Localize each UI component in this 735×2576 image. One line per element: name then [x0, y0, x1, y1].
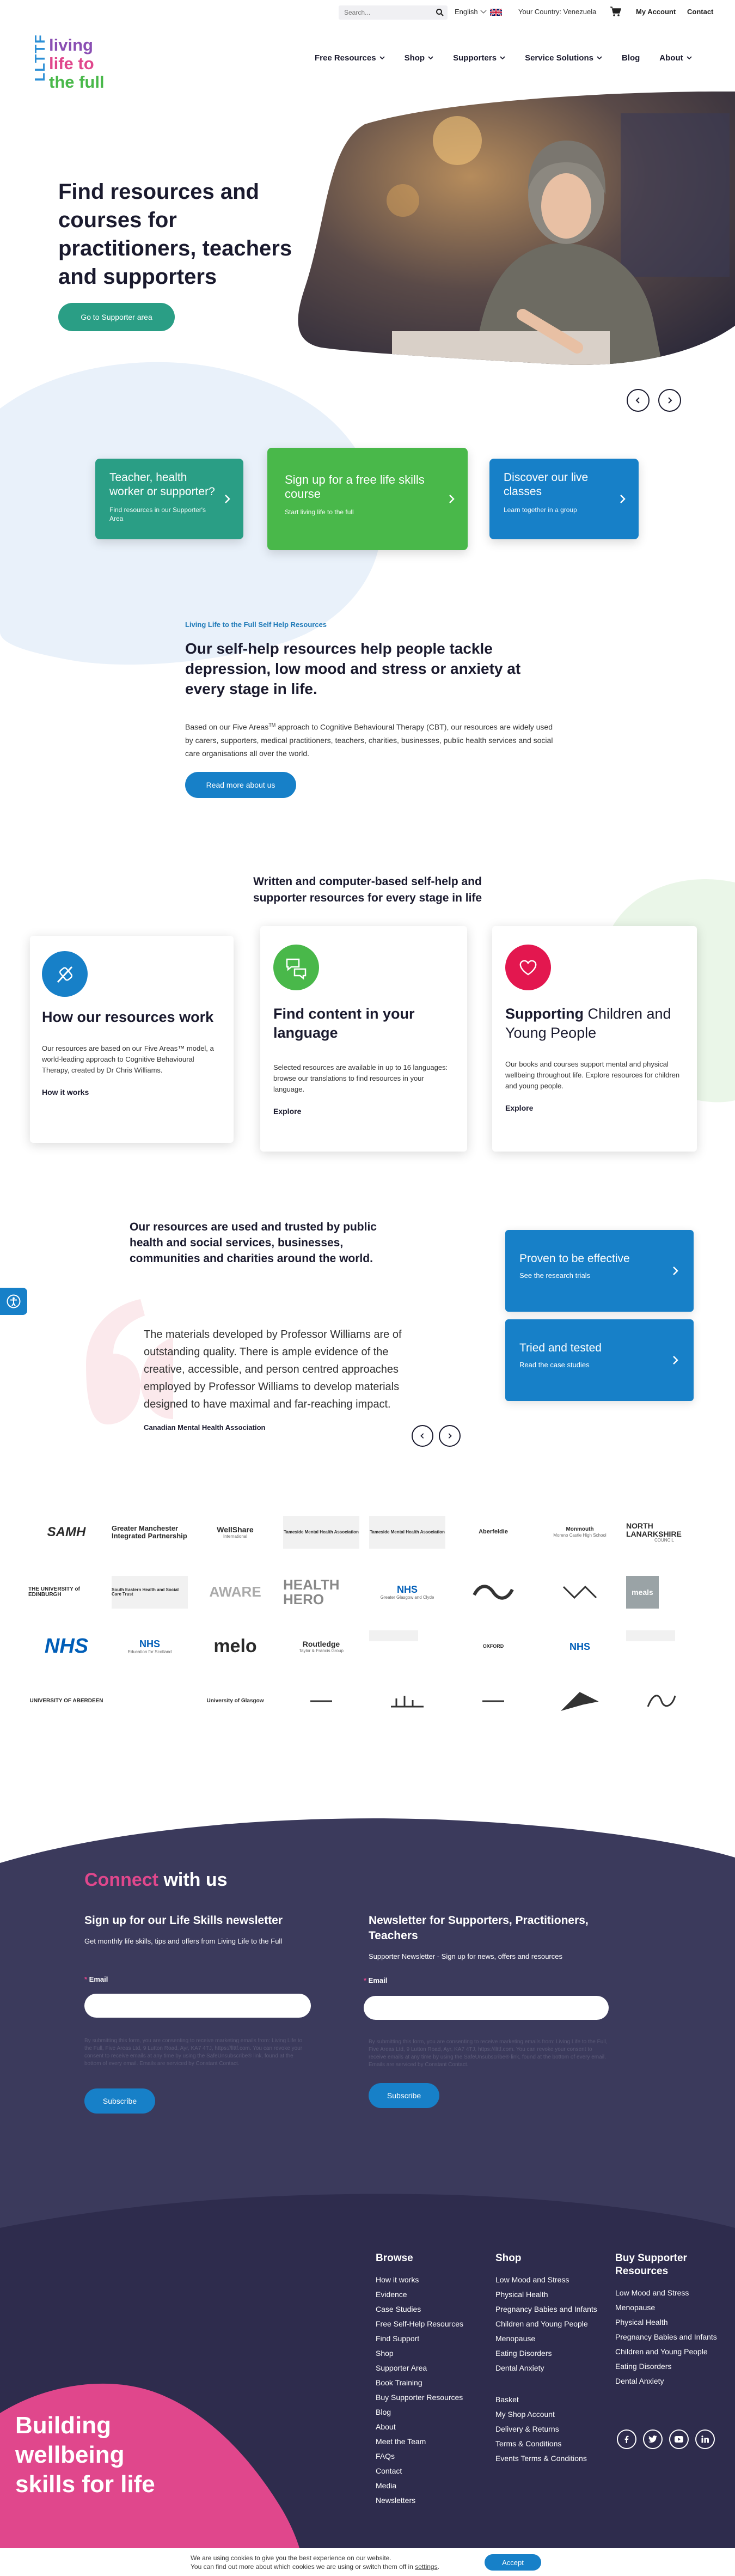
chevron-right-icon	[448, 494, 456, 504]
supporter-consent-text: By submitting this form, you are consenting to receive marketing emails from: Living Life to the Full, Five Areas Ltd, 9 Lutton Road, Ayr, KA7 4TJ, https://llttf.com. You can revoke your consent to receive emails at any time by using the SafeUnsubscribe® link, found at the bottom of every email. Emails are serviced by Constant Contact.	[369, 2039, 608, 2068]
footer-shop-account-link[interactable]: Events Terms & Conditions	[495, 2454, 587, 2463]
feature-card-language	[260, 926, 467, 1152]
feature-title	[42, 1008, 222, 1027]
nav-label: Shop	[404, 53, 425, 63]
partner-logo-text: AWARE	[209, 1584, 261, 1600]
partner-logo-text: Tameside Mental Health Association	[284, 1529, 359, 1534]
nav-label: Service Solutions	[525, 53, 593, 63]
partner-logo	[197, 1516, 273, 1549]
partner-logo	[542, 1516, 618, 1549]
partner-logo-mark	[471, 1581, 515, 1603]
footer-browse-link[interactable]: Free Self-Help Resources	[376, 2319, 464, 2328]
uk-flag-icon	[490, 9, 502, 16]
chevron-down-icon	[379, 55, 385, 60]
connect-title	[84, 1869, 228, 1891]
chevron-right-icon	[672, 1265, 679, 1276]
email-label-text: Email	[89, 1975, 108, 1983]
language-selector[interactable]	[455, 8, 502, 16]
nav-supporters[interactable]	[453, 51, 505, 64]
explore-language-link[interactable]: Explore	[273, 1107, 302, 1116]
partner-logo-mark	[558, 1690, 602, 1712]
facebook-icon[interactable]	[617, 2429, 636, 2449]
feature-card-how-it-works	[30, 936, 234, 1143]
partner-logo-text: SAMH	[47, 1525, 86, 1540]
footer-browse-link[interactable]: Evidence	[376, 2290, 407, 2299]
footer-browse-list	[376, 2273, 463, 2508]
partner-logo	[542, 1630, 618, 1663]
footer-supporter-link[interactable]: Pregnancy Babies and Infants	[615, 2333, 717, 2341]
testimonial-next-button[interactable]	[439, 1425, 461, 1447]
partner-logo-text: NHS	[569, 1641, 590, 1652]
chevron-down-icon	[428, 55, 433, 60]
partner-logo	[369, 1576, 445, 1609]
card-title: Tried and tested	[519, 1342, 602, 1354]
partner-logo	[626, 1576, 659, 1609]
footer-supporter-link[interactable]: Physical Health	[615, 2318, 668, 2327]
heart-rocket-icon	[505, 945, 551, 990]
chevron-down-icon	[687, 55, 692, 60]
intro-title: Our self-help resources help people tackle depression, low mood and stress or anxiety at every stage in life.	[185, 640, 521, 697]
footer-tagline-text: Building wellbeing skills for life	[15, 2412, 155, 2498]
card-title: Teacher, health worker or supporter?	[109, 471, 215, 498]
footer-browse-link[interactable]: Case Studies	[376, 2305, 421, 2313]
chevron-right-icon	[446, 1433, 453, 1439]
partner-logo-text: NHS	[139, 1639, 160, 1650]
footer-browse-link[interactable]: Meet the Team	[376, 2437, 426, 2446]
footer-browse-heading: Browse	[376, 2252, 413, 2264]
twitter-icon[interactable]	[643, 2429, 663, 2449]
chevron-right-icon	[672, 1355, 679, 1366]
card-subtitle: Find resources in our Supporter's Area	[109, 506, 206, 522]
my-account-link[interactable]: My Account	[636, 8, 676, 16]
partner-logo	[112, 1576, 188, 1609]
feature-body: Our books and courses support mental and physical wellbeing throughout life. Explore resources for children and young people.	[505, 1060, 680, 1090]
life-skills-newsletter-heading: Sign up for our Life Skills newsletter	[84, 1914, 283, 1927]
footer-supporter-link[interactable]: Menopause	[615, 2303, 656, 2312]
nav-label: Blog	[621, 53, 640, 63]
testimonial-prev-button[interactable]	[412, 1425, 433, 1447]
footer-browse-link[interactable]: Media	[376, 2481, 397, 2490]
chevron-down-icon	[597, 55, 602, 60]
footer-browse-link[interactable]: FAQs	[376, 2452, 395, 2461]
connect-title-highlight: Connect	[84, 1869, 158, 1890]
email-label	[364, 1976, 387, 1984]
partner-logo-mark	[471, 1690, 515, 1712]
nav-service-solutions[interactable]	[525, 51, 602, 64]
cookie-line-1: We are using cookies to give you the best experience on our website.	[191, 2554, 391, 2562]
utility-bar	[0, 0, 735, 25]
logo-line-2: life to	[49, 54, 94, 73]
linkedin-icon[interactable]	[695, 2429, 715, 2449]
logo-mark: LLTTF	[32, 34, 48, 82]
footer-shop-link[interactable]: Pregnancy Babies and Infants	[495, 2305, 597, 2313]
testimonial-quote: The materials developed by Professor Williams are of outstanding quality. There is ample evidence of the creative, accessible, and person centred approaches employed by Professor Williams to develop materials designed to have maximal and far-reaching impact.	[144, 1329, 402, 1410]
footer-browse-link[interactable]: Shop	[376, 2349, 394, 2358]
footer-shop-account-link[interactable]: Delivery & Returns	[495, 2425, 559, 2433]
nav-shop[interactable]	[405, 51, 434, 64]
explore-children-link[interactable]: Explore	[505, 1104, 534, 1112]
partner-logo-text: Greater Manchester Integrated Partnership	[112, 1524, 187, 1540]
partner-logo	[197, 1630, 273, 1663]
live-classes-card[interactable]	[489, 459, 639, 539]
intro-eyebrow: Living Life to the Full Self Help Resources	[185, 620, 327, 629]
partner-logo-text: Monmouth	[566, 1526, 594, 1533]
partner-logo-subtext: Taylor & Francis Group	[299, 1648, 344, 1653]
footer-shop-link[interactable]: Menopause	[495, 2334, 536, 2343]
partner-logo	[626, 1630, 675, 1641]
partner-logo	[283, 1576, 359, 1609]
cookie-settings-link[interactable]: settings	[415, 2563, 438, 2571]
hero-title-suffix: for practitioners, teachers and supporters	[58, 208, 292, 289]
proven-effective-card[interactable]	[505, 1230, 694, 1312]
footer-shop-account-link[interactable]: My Shop Account	[495, 2410, 555, 2419]
partner-logo-text: NHS	[396, 1584, 418, 1595]
partner-logo-text: HEALTH HERO	[283, 1576, 340, 1607]
hero-title-bold: resources and courses	[58, 180, 259, 232]
partner-logo-text: UNIVERSITY OF ABERDEEN	[29, 1697, 103, 1704]
required-marker: *	[364, 1976, 369, 1984]
partner-logo	[112, 1630, 188, 1663]
partner-logo-text: NORTH LANARKSHIRE	[626, 1521, 682, 1538]
hero-title-prefix: Find	[58, 180, 111, 204]
partner-logo	[626, 1516, 702, 1549]
life-skills-consent-text: By submitting this form, you are consenting to receive marketing emails from: Living Life to the Full, Five Areas Ltd, 9 Lutton Road, Ayr, KA7 4TJ, https://llttf.com. You can revoke your consent to receive emails at any time by using the SafeUnsubscribe® link, found at the bottom of every email. Emails are serviced by Constant Contact.	[84, 2038, 303, 2067]
footer-tagline	[15, 2411, 179, 2499]
resources-heading: Written and computer-based self-help and supporter resources for every stage in life	[253, 875, 482, 904]
free-course-card[interactable]	[267, 448, 468, 550]
tried-tested-card[interactable]	[505, 1319, 694, 1401]
footer-supporter-list	[615, 2286, 717, 2389]
search-icon[interactable]	[436, 8, 444, 17]
hero-photo	[294, 92, 735, 375]
footer-supporter-link[interactable]: Dental Anxiety	[615, 2377, 664, 2385]
supporter-area-button[interactable]: Go to Supporter area	[58, 303, 175, 331]
cookie-banner	[0, 2548, 735, 2576]
partner-logo	[112, 1685, 188, 1718]
footer-supporter-link[interactable]: Low Mood and Stress	[615, 2288, 689, 2297]
card-subtitle: Learn together in a group	[504, 506, 577, 514]
partner-logo	[626, 1685, 702, 1718]
partner-logo-text: NHS	[44, 1635, 89, 1658]
footer-supporter-heading: Buy Supporter Resources	[615, 2252, 687, 2277]
footer-shop-heading: Shop	[495, 2252, 522, 2264]
nav-label: Free Resources	[315, 53, 376, 63]
partner-logo	[542, 1576, 618, 1609]
logo-line-3: the full	[49, 72, 105, 92]
chevron-down-icon	[481, 7, 487, 13]
partner-logo	[455, 1685, 531, 1718]
footer-browse-link[interactable]: Buy Supporter Resources	[376, 2393, 463, 2402]
feature-title-bold: Supporting	[505, 1006, 584, 1022]
footer-supporter-link[interactable]: Children and Young People	[615, 2347, 708, 2356]
card-subtitle: Start living life to the full	[285, 508, 354, 516]
nav-label: Supporters	[453, 53, 497, 63]
partner-logo	[455, 1630, 531, 1663]
footer-shop-link[interactable]: Low Mood and Stress	[495, 2275, 569, 2284]
supporter-newsletter-desc: Supporter Newsletter - Sign up for news, offers and resources	[369, 1952, 562, 1960]
partner-logo	[283, 1630, 359, 1663]
partner-logo	[28, 1516, 105, 1549]
partner-logo-text: Aberfeldie	[479, 1528, 508, 1536]
card-title: Discover our live classes	[504, 471, 589, 498]
read-more-button[interactable]: Read more about us	[185, 772, 296, 798]
partner-logo	[369, 1685, 445, 1718]
feature-title	[505, 1004, 684, 1043]
footer-browse-link[interactable]: How it works	[376, 2275, 419, 2284]
partner-logo-mark	[385, 1690, 429, 1712]
partner-logo-text: OXFORD	[482, 1643, 504, 1649]
teacher-supporter-card[interactable]	[95, 459, 243, 539]
partner-logo	[28, 1576, 105, 1609]
partner-logo	[28, 1685, 105, 1718]
cookie-accept-button[interactable]: Accept	[485, 2554, 541, 2571]
site-logo[interactable]	[32, 32, 140, 92]
how-it-works-link[interactable]: How it works	[42, 1088, 89, 1097]
hero-title	[58, 178, 298, 291]
cart-icon[interactable]	[610, 6, 622, 17]
partner-logo-text: Tameside Mental Health Association	[370, 1529, 445, 1534]
card-title: Sign up for a free life skills course	[285, 473, 425, 501]
supporter-subscribe-button[interactable]: Subscribe	[369, 2083, 439, 2108]
connect-title-rest: with us	[158, 1869, 228, 1890]
footer-browse-link[interactable]: Find Support	[376, 2334, 420, 2343]
footer-supporter-link[interactable]: Eating Disorders	[615, 2362, 672, 2371]
partner-logo-subtext: Education for Scotland	[127, 1649, 172, 1654]
trademark: TM	[268, 722, 276, 728]
logo-line-1: living	[49, 35, 93, 54]
hand-pointing-icon	[42, 951, 88, 997]
partner-logo	[455, 1576, 531, 1609]
partner-logo-subtext: Moreno Castle High School	[553, 1532, 607, 1538]
language-label: English	[455, 8, 478, 16]
card-subtitle: See the research trials	[519, 1271, 591, 1280]
partner-logo	[369, 1630, 418, 1641]
footer-shop-link[interactable]: Dental Anxiety	[495, 2364, 544, 2372]
search-box	[339, 5, 448, 20]
chevron-right-icon	[224, 494, 231, 504]
contact-link[interactable]: Contact	[687, 8, 714, 16]
card-title: Proven to be effective	[519, 1252, 630, 1265]
partner-logo-subtext: Greater Glasgow and Clyde	[380, 1594, 434, 1600]
supporter-newsletter-heading: Newsletter for Supporters, Practitioners, Teachers	[369, 1914, 589, 1942]
country-selector[interactable]: Your Country: Venezuela	[518, 8, 597, 16]
feature-body: Our resources are based on our Five Areas™ model, a world-leading approach to Cognitive Behavioural Therapy, created by Dr Chris Williams.	[42, 1044, 214, 1074]
partner-logo-mark	[299, 1690, 343, 1712]
feature-title-bold: Find content in your language	[273, 1006, 415, 1041]
chevron-right-icon	[619, 494, 627, 504]
chevron-down-icon	[500, 55, 505, 60]
feature-card-children	[492, 926, 697, 1152]
footer-browse-link[interactable]: About	[376, 2422, 396, 2431]
feature-body: Selected resources are available in up to 16 languages: browse our translations to find resources in your language.	[273, 1063, 448, 1093]
nav-blog[interactable]	[622, 51, 640, 64]
life-skills-email-input[interactable]	[84, 1994, 311, 2018]
chevron-left-icon	[634, 397, 642, 404]
partner-logo-subtext: COUNCIL	[654, 1538, 674, 1543]
chevron-right-icon	[666, 397, 673, 404]
intro-body	[185, 718, 555, 760]
footer-shop-link[interactable]: Children and Young People	[495, 2319, 588, 2328]
partner-logo-text: South Eastern Health and Social Care Trust	[112, 1587, 179, 1597]
partner-logo-text: Routledge	[302, 1640, 340, 1649]
footer-shop-link[interactable]: Eating Disorders	[495, 2349, 552, 2358]
partner-logo-subtext: International	[223, 1533, 248, 1539]
accessibility-icon	[7, 1294, 21, 1308]
feature-title-rest: Children and Young People	[505, 1006, 671, 1041]
feature-title-bold: How our resources work	[42, 1009, 214, 1025]
email-label	[84, 1975, 108, 1983]
testimonial-author: Canadian Mental Health Association	[144, 1423, 266, 1432]
card-subtitle: Read the case studies	[519, 1361, 590, 1369]
cookie-line-2-end: .	[437, 2563, 439, 2571]
partner-logo	[197, 1576, 273, 1609]
youtube-icon[interactable]	[669, 2429, 689, 2449]
nav-label: About	[659, 53, 683, 63]
partner-logo	[542, 1685, 618, 1718]
footer-browse-link[interactable]: Blog	[376, 2408, 391, 2416]
footer-shop-account-link[interactable]: Basket	[495, 2395, 519, 2404]
feature-title	[273, 1004, 454, 1043]
partner-logo	[455, 1516, 531, 1549]
footer-shop-account-link[interactable]: Terms & Conditions	[495, 2439, 562, 2448]
cookie-line-2: You can find out more about which cookies we are using or switch them off in	[191, 2563, 415, 2571]
nav-free-resources[interactable]	[315, 51, 385, 64]
partner-logo	[369, 1516, 445, 1549]
accessibility-button[interactable]	[0, 1288, 27, 1315]
partner-logo	[283, 1516, 359, 1549]
footer-shop-list	[495, 2273, 597, 2376]
required-marker: *	[84, 1975, 89, 1983]
partner-logo	[112, 1516, 188, 1549]
life-skills-subscribe-button[interactable]: Subscribe	[84, 2088, 155, 2114]
partner-logo-text: melo	[213, 1636, 257, 1657]
partner-logo-mark	[642, 1690, 686, 1712]
footer-shop-link[interactable]: Physical Health	[495, 2290, 548, 2299]
search-input[interactable]	[339, 5, 426, 20]
partner-logo-text: meals	[632, 1587, 653, 1597]
footer-shop-account-list	[495, 2392, 587, 2466]
trusted-title: Our resources are used and trusted by public health and social services, businesses, communities and charities around the world.	[130, 1221, 377, 1265]
partner-logo-text: THE UNIVERSITY of EDINBURGH	[28, 1586, 80, 1598]
email-label-text: Email	[368, 1976, 388, 1984]
partner-logo-text: University of Glasgow	[206, 1697, 264, 1704]
hero-prev-button[interactable]	[627, 389, 650, 412]
chevron-left-icon	[419, 1433, 426, 1439]
hero-next-button[interactable]	[658, 389, 681, 412]
nav-about[interactable]	[659, 51, 691, 64]
partner-logo	[197, 1685, 273, 1718]
supporter-email-input[interactable]	[364, 1996, 609, 2020]
partner-logo-text: WellShare	[217, 1525, 254, 1534]
intro-body-suffix: approach to Cognitive Behavioural Therapy (CBT), our resources are widely used by carers, supporters, medical practitioners, teachers, charities, businesses, public health services and social care organisations all over the world.	[185, 722, 553, 758]
cookie-message	[191, 2554, 439, 2571]
partner-logo-mark	[558, 1581, 602, 1603]
intro-body-prefix: Based on our Five Areas	[185, 722, 269, 732]
footer-browse-link[interactable]: Book Training	[376, 2378, 422, 2387]
footer-browse-link[interactable]: Supporter Area	[376, 2364, 427, 2372]
footer-browse-link[interactable]: Newsletters	[376, 2496, 416, 2505]
partner-logo	[28, 1630, 105, 1663]
partner-logo	[283, 1685, 359, 1718]
life-skills-newsletter-desc: Get monthly life skills, tips and offers from Living Life to the Full	[84, 1937, 283, 1945]
main-nav	[315, 51, 712, 64]
footer-browse-link[interactable]: Contact	[376, 2467, 402, 2475]
chat-bubbles-icon	[273, 945, 319, 990]
